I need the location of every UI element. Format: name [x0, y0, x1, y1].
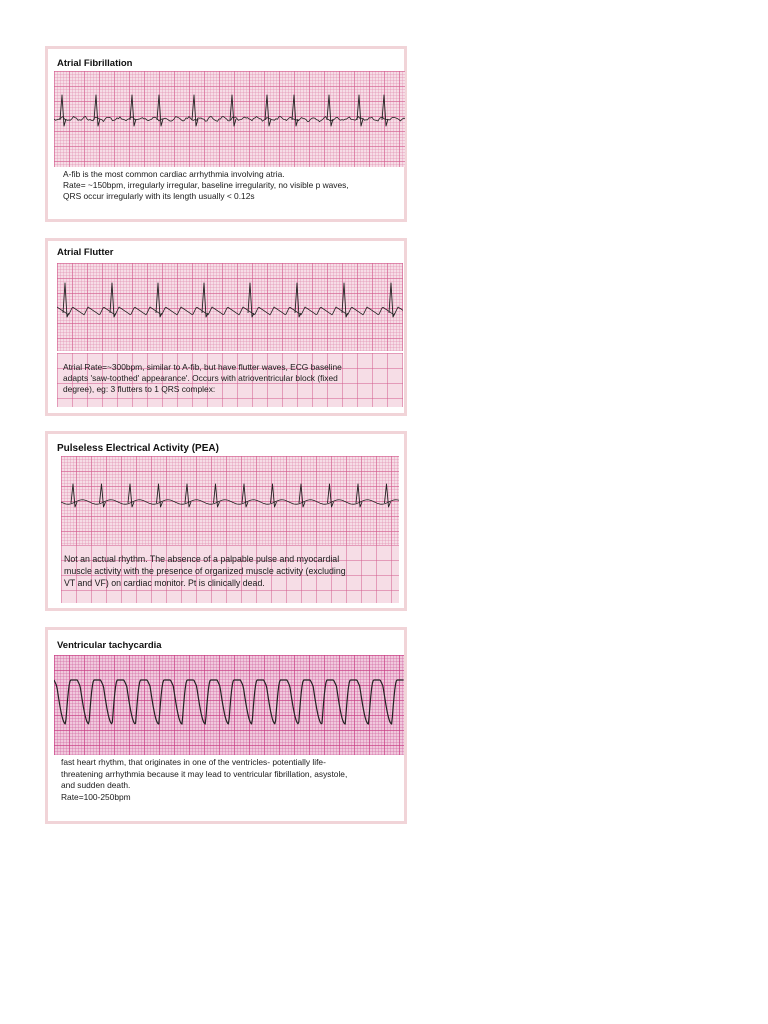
flutter-ecg-trace	[57, 263, 403, 351]
vt-line-3: and sudden death.	[61, 780, 131, 791]
vt-line-4: Rate=100-250bpm	[61, 791, 131, 802]
afib-line-1: A-fib is the most common cardiac arrhythmia involving atria.	[63, 169, 285, 179]
afib-line-3: QRS occur irregularly with its length usually < 0.12s	[63, 191, 255, 202]
flutter-description	[63, 362, 342, 396]
afib-description	[63, 169, 349, 203]
pea-description	[64, 553, 346, 589]
flutter-ecg-strip	[57, 263, 403, 351]
vt-card	[45, 627, 407, 824]
afib-ecg-strip	[54, 71, 405, 167]
afib-line-2: Rate= ~150bpm, irregularly irregular, baseline irregularity, no visible p waves,	[63, 180, 349, 191]
flutter-line-2: adapts 'saw-toothed' appearance'. Occurs with atrioventricular block (fixed	[63, 373, 338, 384]
flutter-line-3: degree), eg: 3 flutters to 1 QRS complex:	[63, 384, 216, 395]
pea-ecg-strip	[61, 456, 399, 545]
pea-line-1: Not an actual rhythm. The absence of a palpable pulse and myocardial	[64, 554, 340, 564]
flutter-title: Atrial Flutter	[57, 247, 114, 258]
afib-title: Atrial Fibrillation	[57, 58, 133, 69]
pea-ecg-trace	[61, 456, 399, 545]
pea-card	[45, 431, 407, 611]
vt-title: Ventricular tachycardia	[57, 640, 162, 651]
flutter-card	[45, 238, 407, 416]
pea-line-3: VT and VF) on cardiac monitor. Pt is clinically dead.	[64, 578, 265, 588]
afib-card	[45, 46, 407, 222]
pea-title: Pulseless Electrical Activity (PEA)	[57, 443, 219, 454]
vt-description	[61, 757, 347, 803]
vt-ecg-strip	[54, 655, 404, 755]
vt-line-2: threatening arrhythmia because it may lead to ventricular fibrillation, asystole,	[61, 768, 348, 779]
pea-line-2: muscle activity with the presence of organized muscle activity (excluding	[64, 566, 346, 576]
vt-line-1: fast heart rhythm, that originates in one of the ventricles- potentially life-	[61, 757, 326, 767]
vt-ecg-trace	[54, 655, 404, 755]
flutter-line-1: Atrial Rate=~300bpm, similar to A-fib, but have flutter waves, ECG baseline	[63, 362, 342, 372]
afib-ecg-trace	[54, 71, 405, 167]
